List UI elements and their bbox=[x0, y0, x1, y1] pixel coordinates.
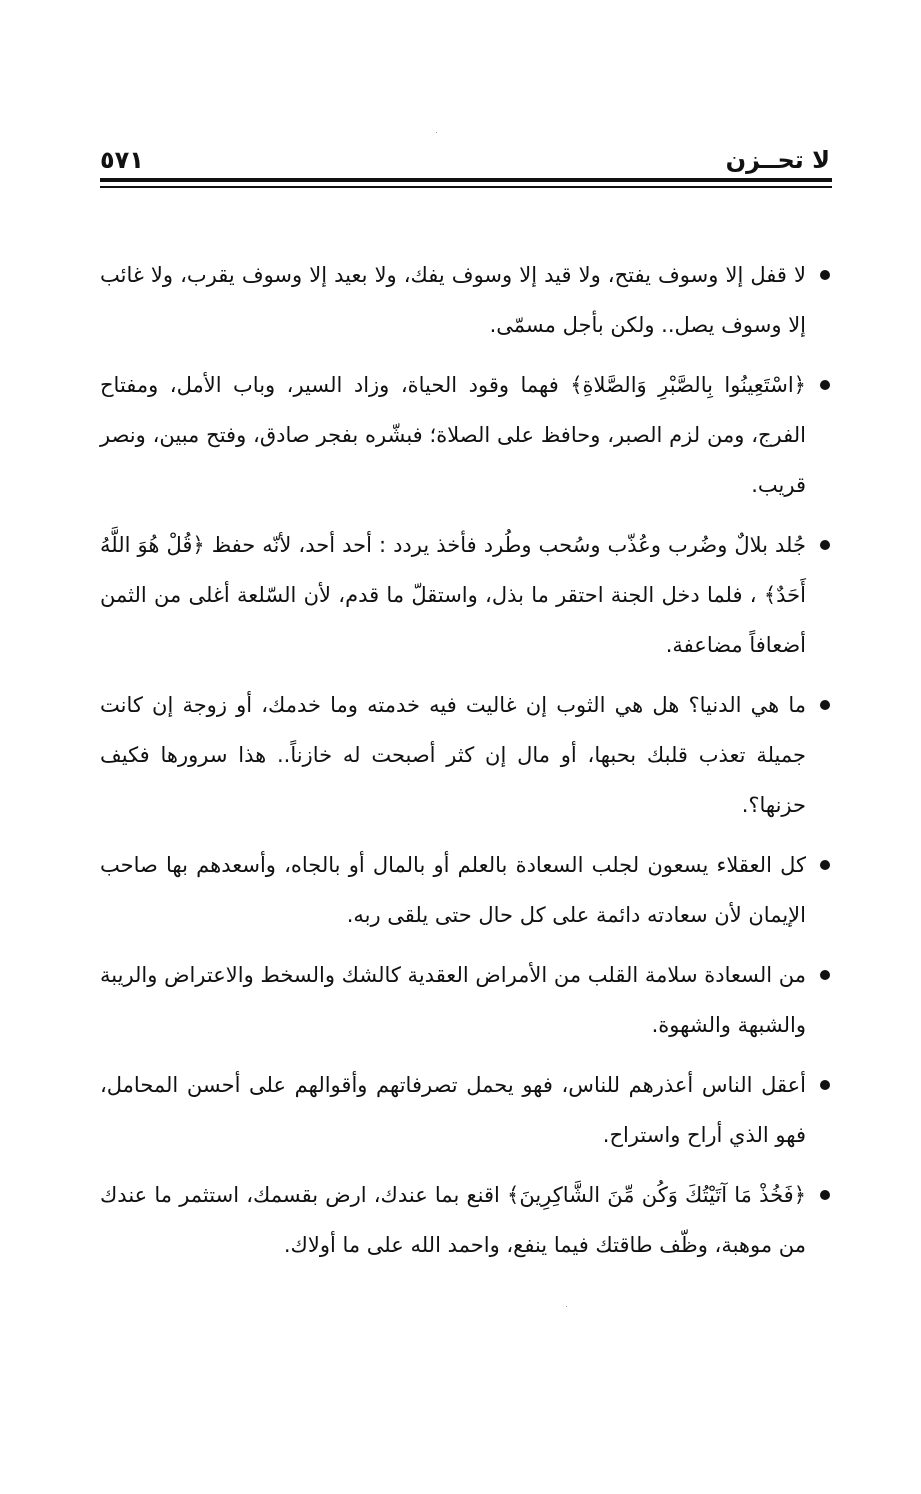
running-header bbox=[100, 140, 830, 180]
item-text: كل العقلاء يسعون لجلب السعادة بالعلم أو بالمال أو بالجاه، وأسعدهم بها صاحب الإيمان لأن سعادته دائمة على كل حال حتى يلقى ربه. bbox=[100, 853, 806, 927]
list-item bbox=[100, 950, 832, 1050]
item-text: من السعادة سلامة القلب من الأمراض العقدية كالشك والسخط والاعتراض والريبة والشبهة والشهوة. bbox=[100, 963, 806, 1037]
item-text: ﴿اسْتَعِينُوا بِالصَّبْرِ وَالصَّلاةِ﴾ فهما وقود الحياة، وزاد السير، وباب الأمل، ومفتاح الفرج، ومن لزم الصبر، وحافظ على الصلاة؛ فبشّره بفجر صادق، وفتح مبين، ونصر قريب. bbox=[100, 373, 806, 497]
bullet-icon bbox=[820, 1190, 830, 1200]
bullet-icon bbox=[820, 1080, 830, 1090]
page-number: ٥٧١ bbox=[100, 146, 144, 174]
scan-speck bbox=[566, 1306, 567, 1307]
list-item bbox=[100, 360, 832, 510]
item-text: لا قفل إلا وسوف يفتح، ولا قيد إلا وسوف يفك، ولا بعيد إلا وسوف يقرب، ولا غائب إلا وسوف يصل.. ولكن بأجل مسمّى. bbox=[100, 263, 806, 337]
item-text: جُلد بلالٌ وضُرب وعُذّب وسُحب وطُرد فأخذ يردد : أحد أحد، لأنّه حفظ ﴿قُلْ هُوَ اللَّهُ أَحَدٌ﴾ ، فلما دخل الجنة احتقر ما بذل، واستقلّ ما قدم، لأن السّلعة أغلى من الثمن أضعافاً مضاعفة. bbox=[100, 533, 806, 657]
bullet-icon bbox=[820, 380, 830, 390]
bullet-icon bbox=[820, 540, 830, 550]
list-item bbox=[100, 1170, 832, 1270]
bullet-icon bbox=[820, 700, 830, 710]
bullet-icon bbox=[820, 270, 830, 280]
header-book-title: لا تحــزن bbox=[725, 146, 830, 174]
bullet-icon bbox=[820, 860, 830, 870]
bullet-icon bbox=[820, 970, 830, 980]
list-item bbox=[100, 250, 832, 350]
bullet-list bbox=[100, 250, 832, 1280]
header-rule-thick bbox=[100, 178, 832, 182]
list-item bbox=[100, 840, 832, 940]
list-item bbox=[100, 520, 832, 670]
header-rule-thin bbox=[100, 186, 832, 188]
list-item bbox=[100, 1060, 832, 1160]
item-text: ﴿فَخُذْ مَا آتَيْتُكَ وَكُن مِّنَ الشَّاكِرِينَ﴾ اقنع بما عندك، ارض بقسمك، استثمر ما عندك من موهبة، وظّف طاقتك فيما ينفع، واحمد الله على ما أولاك. bbox=[100, 1183, 806, 1257]
scan-speck bbox=[436, 132, 437, 133]
item-text: ما هي الدنيا؟ هل هي الثوب إن غاليت فيه خدمته وما خدمك، أو زوجة إن كانت جميلة تعذب قلبك بحبها، أو مال إن كثر أصبحت له خازناً.. هذا سرورها فكيف حزنها؟. bbox=[100, 693, 806, 817]
list-item bbox=[100, 680, 832, 830]
item-text: أعقل الناس أعذرهم للناس، فهو يحمل تصرفاتهم وأقوالهم على أحسن المحامل، فهو الذي أراح واستراح. bbox=[100, 1073, 806, 1147]
